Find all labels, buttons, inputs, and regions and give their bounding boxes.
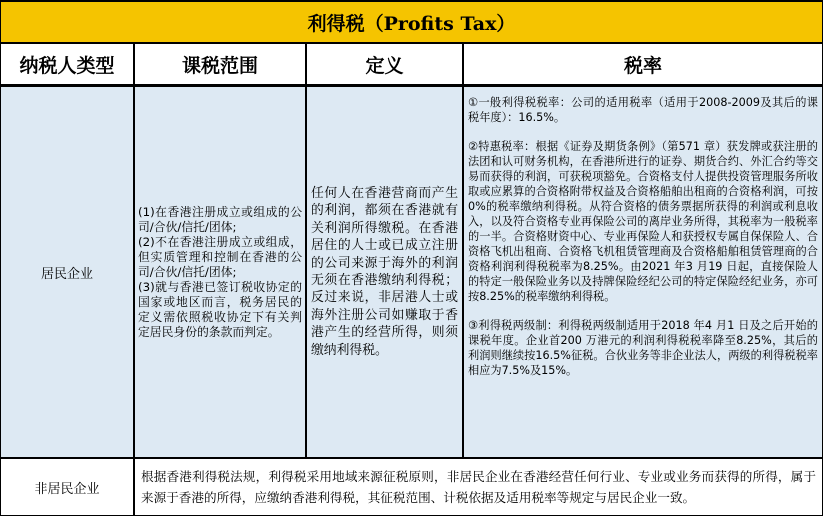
header-taxpayer-type: 纳税人类型 bbox=[0, 43, 134, 86]
nonresident-description-cell bbox=[134, 458, 823, 516]
resident-definition-text: 任何人在香港营商而产生的利润，都须在香港就有关利润所得缴税。在香港居住的人士或已成立注册的公司来源于海外的利润无须在香港缴纳利得税；反过来说，非居港人士或海外注册公司如赚取于香港产生的经营所得，则须缴纳利得税。 bbox=[311, 185, 458, 358]
nonresident-type-cell bbox=[0, 458, 134, 516]
rate-general: ①一般利得税税率：公司的适用税率（适用于2008-2009及其后的课税年度）：16.5%。 bbox=[468, 96, 818, 124]
header-rate: 税率 bbox=[463, 43, 823, 86]
nonresident-description-text: 根据香港利得税法规，利得税采用地域来源征税原则，非居民企业在香港经营任何行业、专业或业务而获得的所得，属于来源于香港的所得，应缴纳香港利得税，其征税范围、计税依据及适用税率等规定与居民企业一致。 bbox=[141, 469, 816, 505]
resident-type-cell bbox=[0, 86, 134, 458]
table-title: 利得税（Profits Tax） bbox=[0, 0, 823, 43]
resident-scope-text: (1)在香港注册成立或组成的公司/合伙/信托/团体; (2)不在香港注册成立或组成，但实质管理和控制在香港的公司/合伙/信托/团体; (3)就与香港已签订税收协定的国家或地区而言，税务居民的定义需依照税收协定下有关判定居民身份的条款而判定。 bbox=[138, 204, 302, 339]
header-scope: 课税范围 bbox=[134, 43, 306, 86]
rate-two-tier: ③利得税两级制：利得税两级制适用于2018 年4 月1 日及之后开始的课税年度。企业首200 万港元的利润利得税税率降至8.25%，其后的利润则继续按16.5%征税。合伙业务等非企业法人，两级的利得税税率相应为7.5%及15%。 bbox=[468, 319, 818, 377]
resident-scope-cell bbox=[134, 86, 306, 458]
rate-preferential: ②特惠税率：根据《证券及期货条例》（第571 章）获发牌或获注册的法团和认可财务机构，在香港所进行的证券、期货合约、外汇合约等交易而获得的利润，可获税项豁免。合资格支付人提供投资管理服务所收取或应累算的合资格附带权益及合资格船舶出租商的合资格利润，可按0%的税率缴纳利得税。从符合资格的债务票据所获得的利润或利息收入，以及符合资格专业再保险公司的离岸业务所得，其税率为一般税率的一半。合资格财资中心、专业再保险人和获授权专属自保保险人、合资格飞机出租商、合资格飞机租赁管理商及合资格船舶租赁管理商的合资格利润利得税税率为8.25%。由2021 年3 月19 日起，直接保险人的特定一般保险业务以及持牌保险经纪公司的特定保险经纪业务，亦可按8.25%的税率缴纳利得税。 bbox=[468, 140, 818, 303]
nonresident-type-label: 非居民企业 bbox=[34, 481, 100, 497]
resident-type-label: 居民企业 bbox=[40, 266, 93, 282]
resident-rate-cell bbox=[463, 86, 823, 458]
header-definition: 定义 bbox=[306, 43, 463, 86]
resident-definition-cell bbox=[306, 86, 463, 458]
